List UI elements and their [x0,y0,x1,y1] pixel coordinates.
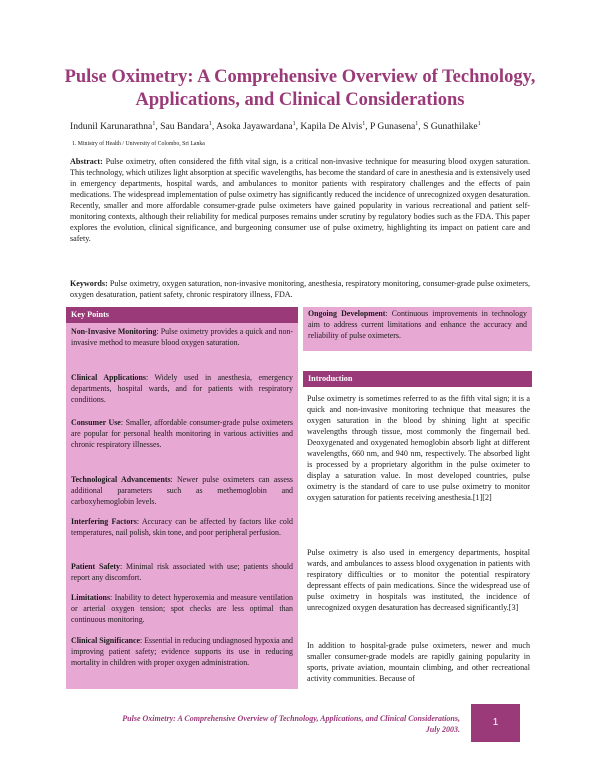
intro-paragraph: Pulse oximetry is sometimes referred to as the fifth vital sign; it is a quick and non-invasive monitoring technique that measures the oxygen saturation in the blood by shining light at specific wavelengths through tissue, most commonly the fingernail bed. Deoxygenated and oxygenated hemoglobin absorb light at different wavelengths, 660 nm, and 940 nm, respectively. The absorbed light is processed by a proprietary algorithm in the pulse oximeter to display a saturation value. In most developed countries, pulse oximetry is the standard of care to use pulse oximetry to monitor oxygen saturation for patients receiving anesthesia.[1][2] [307,394,530,502]
author: P Gunasena$^1$, [370,120,424,132]
keywords [70,278,530,300]
abstract-label: Abstract: [70,157,103,166]
footer-citation: Pulse Oximetry: A Comprehensive Overview of Technology, Applications, and Clinical Considerations, July 2003. [122,714,460,734]
key-points-box [66,307,298,689]
key-point-item: Clinical Significance: Essential in reducing undiagnosed hypoxia and improving patient safety; evidence supports its use in reducing mortality in children with proper oxygen administration. [71,636,294,667]
affiliation: 1. Ministry of Health / University of Colombo, Sri Lanka [72,141,205,147]
intro-paragraph: In addition to hospital-grade pulse oximeters, newer and much smaller consumer-grade models are rapidly gaining popularity in sports, private aviation, mountain climbing, and other recreational activity communities. Because of [307,641,530,683]
page-number: 1 [471,704,520,742]
author-list [70,120,560,133]
abstract [70,156,530,244]
key-point-item: Clinical Applications: Widely used in anesthesia, emergency departments, hospital wards, and for patients with respiratory conditions. [71,373,293,404]
key-point-item: Non-Invasive Monitoring: Pulse oximetry provides a quick and non-invasive method to measure blood oxygen saturation. [71,327,293,347]
key-point-item: Limitations: Inability to detect hyperoxemia and measure ventilation or arterial oxygen tension; spot checks are less optimal than continuous monitoring. [71,593,293,624]
author: Sau Bandara$^1$, [160,120,217,132]
key-point-item: Interfering Factors: Accuracy can be affected by factors like cold temperatures, nail polish, skin tone, and poor peripheral perfusion. [71,517,293,537]
key-point-item: Technological Advancements: Newer pulse oximeters can assess additional parameters such as methemoglobin and carboxyhemoglobin levels. [71,475,294,506]
keywords-label: Keywords: [70,279,108,288]
key-points-heading: Key Points [66,307,298,323]
key-point-item: Patient Safety: Minimal risk associated with use; patients should report any discomfort. [71,562,293,582]
author: S Gunathilake$^1$ [423,120,481,132]
keywords-text: Pulse oximetry, oxygen saturation, non-invasive monitoring, anesthesia, respiratory monitoring, consumer-grade pulse oximeters, oxygen desaturation, patient safety, chronic respiratory illness, FDA. [70,279,530,299]
intro-paragraph: Pulse oximetry is also used in emergency departments, hospital wards, and ambulances to assess blood oxygenation in patients with respiratory difficulties or to monitor the potential respiratory depressant effects of pain medications. Since the widespread use of pulse oximetry in hospitals was instituted, the incidence of unrecognized oxygen desaturation has decreased significantly.[3] [307,548,530,612]
ongoing-development-text: Ongoing Development: Continuous improvements in technology aim to address current limitations and enhance the accuracy and reliability of pulse oximeters. [308,309,527,340]
author: Kapila De Alvis$^1$, [300,120,371,132]
introduction-heading: Introduction [303,371,532,387]
author: Asoka Jayawardana$^1$, [216,120,301,132]
key-point-item: Consumer Use: Smaller, affordable consumer-grade pulse oximeters are popular for personal health monitoring in various activities and chronic respiratory illnesses. [71,418,293,449]
author: Indunil Karunarathna$^1$, [70,120,161,132]
abstract-text: Pulse oximetry, often considered the fifth vital sign, is a critical non-invasive technique for measuring blood oxygen saturation. This technology, which utilizes light absorption at specific wavelengths, has become the standard of care in anesthesia and is extensively used in emergency departments, hospital wards, and ambulances to monitor patients with respiratory challenges and the effects of pain medications. The widespread implementation of pulse oximetry has significantly reduced the incidence of unrecognized oxygen desaturation. Recently, smaller and more affordable consumer-grade pulse oximeters have gained popularity in various recreational and patient self-monitoring contexts, although their reliability for medical purposes remains under scrutiny by regulatory bodies such as the FDA. This paper explores the evolution, clinical significance, and burgeoning consumer use of pulse oximetry, highlighting its impact on patient care and safety. [70,157,530,243]
paper-title: Pulse Oximetry: A Comprehensive Overview of Technology, Applications, and Clinical Considerations [64,67,536,110]
ongoing-development-box [303,307,532,351]
